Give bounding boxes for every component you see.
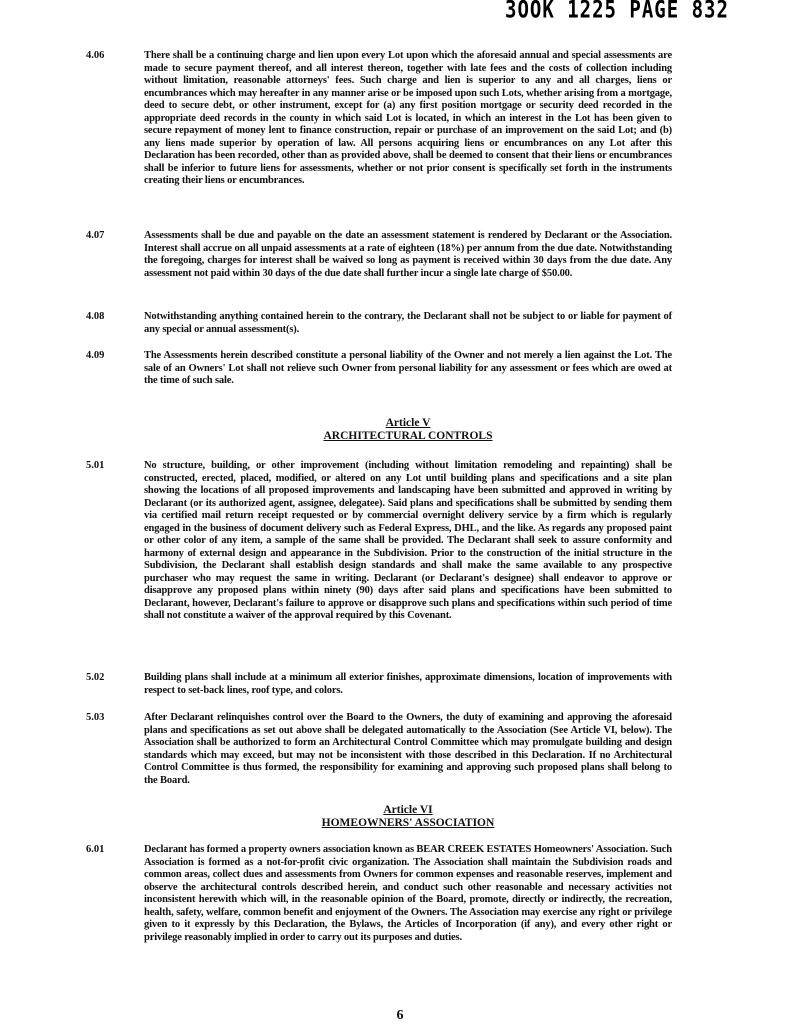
section-text: The Assessments herein described constitute a personal liability of the Owner and not merely a lien against the Lot. The sale of an Owners' Lot shall not relieve such Owner from personal liability for any assessment or fees which are owed at the time of such sale. (144, 350, 672, 386)
article-title: ARCHITECTURAL CONTROLS (323, 430, 493, 442)
book-page-stamp: 3OOK 1225 PAGE 832 (505, 0, 729, 24)
section-text: Assessments shall be due and payable on the date an assessment statement is rendered by Declarant or the Association. Interest shall accrue on all unpaid assessments at a rate of eighteen (18%) per annum from the due date. Notwithstanding the foregoing, charges for interest shall be waived so long as payment is received within 30 days from the due date. Any assessment not paid within 30 days of the due date shall further incur a single late charge of $50.00. (144, 230, 672, 279)
article-label: Article VI (383, 804, 433, 816)
article-v-heading (144, 417, 672, 443)
section-text: No structure, building, or other improvement (including without limitation remodeling and repainting) shall be constructed, erected, placed, modified, or altered on any Lot until building plans and specifications and a site plan showing the locations of all proposed improvements and landscaping have been submitted and approved in writing by Declarant (or its authorized agent, assignee, delegatee). Said plans and specifications shall be submitted by sending them via certified mail return receipt requested or by commercial overnight delivery service by a firm which is regularly engaged in the business of document delivery such as Federal Express, DHL, and the like. As regards any proposed paint or other color of any item, a sample of the same shall be provided. The Declarant shall seek to assure conformity and harmony of external design and appearance in the Subdivision. Prior to the construction of the initial structure in the Subdivision, the Declarant shall establish design standards and shall make the same available to any prospective purchaser who may request the same in writing. Declarant (or Declarant's designee) shall endeavor to approve or disapprove any proposed plans within ninety (90) days after said plans and specifications have been submitted to Declarant, however, Declarant's failure to approve or disapprove such plans and specifications within such period of time shall not constitute a waiver of the approval required by this Covenant. (144, 460, 672, 621)
section-number: 5.02 (86, 672, 105, 683)
section-number: 4.07 (86, 230, 105, 241)
section-text: There shall be a continuing charge and lien upon every Lot upon which the aforesaid annual and special assessments are made to secure payment thereof, and all interest thereon, together with late fees and the costs of collection including without limitation, reasonable attorneys' fees. Such charge and lien is superior to any and all charges, liens or encumbrances which may hereafter in any manner arise or be imposed upon such Lots, whether arising from a mortgage, deed to secure debt, or other instrument, except for (a) any first position mortgage or security deed recorded in the appropriate deed records in the county in which said Lot is located, in which an interest in the Lot has been given to secure repayment of money lent to finance construction, repair or purchase of an improvement on the said Lot; and (b) any liens made superior by operation of law. All persons acquiring liens or encumbrances on any Lot after this Declaration has been recorded, other than as provided above, shall be deemed to consent that their liens or encumbrances shall be inferior to future liens for assessments, whether or not prior consent is specifically set forth in the instruments creating their liens or encumbrances. (144, 50, 672, 186)
section-text: Declarant has formed a property owners association known as BEAR CREEK ESTATES Homeowners' Association. Such Association is formed as a not-for-profit civic organization. The Association shall maintain the Subdivision roads and common areas, collect dues and assessments from Owners for common expenses and reasonable reserves, implement and observe the architectural controls described herein, and conduct such other reasonable and necessary activities not inconsistent herewith which will, in the reasonable opinion of the Board, promote, directly or indirectly, the recreation, health, safety, welfare, common benefit and enjoyment of the Owners. The Association may exercise any right or privilege given to it expressly by this Declaration, the Bylaws, the Articles of Incorporation (if any), and every other right or privilege reasonably implied in order to carry out its purposes and duties. (144, 844, 672, 943)
section-number: 4.06 (86, 50, 105, 61)
article-vi-heading (144, 804, 672, 830)
section-number: 6.01 (86, 844, 105, 855)
section-number: 5.03 (86, 712, 105, 723)
section-text: Notwithstanding anything contained herein to the contrary, the Declarant shall not be subject to or liable for payment of any special or annual assessment(s). (144, 311, 672, 335)
article-label: Article V (385, 417, 431, 429)
section-text: Building plans shall include at a minimum all exterior finishes, approximate dimensions, location of improvements with respect to set-back lines, roof type, and colors. (144, 672, 672, 696)
section-text: After Declarant relinquishes control over the Board to the Owners, the duty of examining and approving the aforesaid plans and specifications as set out above shall be delegated automatically to the Association (See Article VI, below). The Association shall be authorized to form an Architectural Control Committee which may promulgate building and design standards which may exceed, but may not be inconsistent with those described in this Declaration. If no Architectural Control Committee is thus formed, the responsibility for examining and approving such proposed plans shall belong to the Board. (144, 712, 672, 786)
section-number: 4.08 (86, 311, 105, 322)
article-title: HOMEOWNERS' ASSOCIATION (321, 817, 495, 829)
section-number: 5.01 (86, 460, 105, 471)
page-number: 6 (396, 1008, 404, 1023)
section-number: 4.09 (86, 350, 105, 361)
